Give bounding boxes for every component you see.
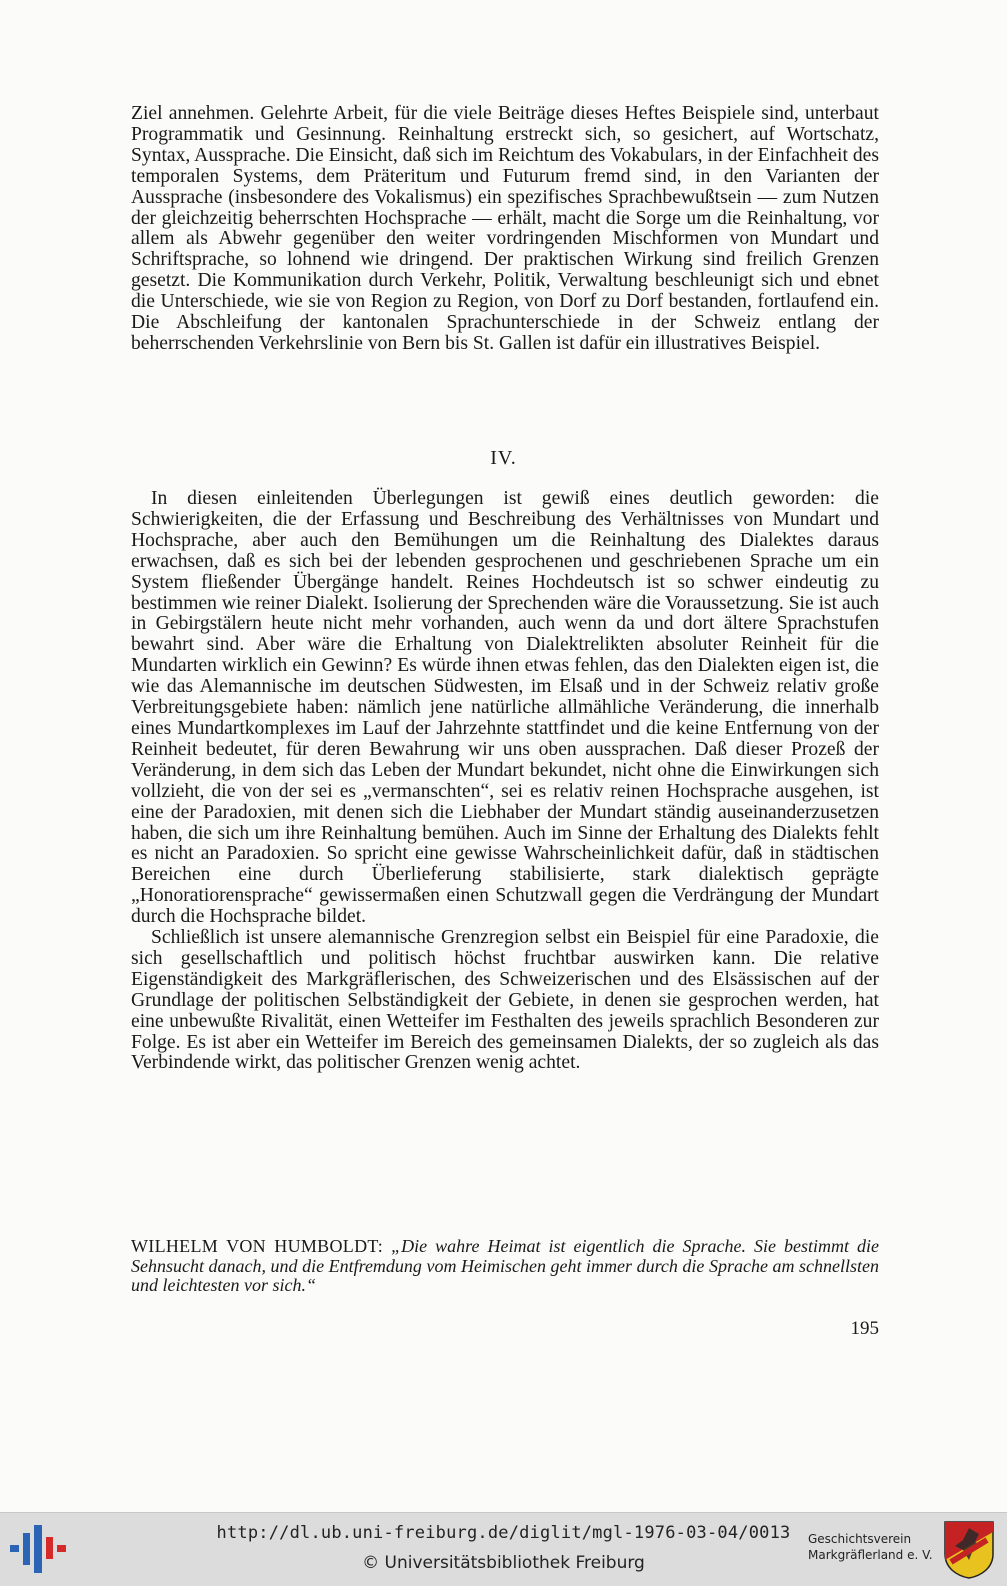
humboldt-quote — [131, 1237, 879, 1296]
body-text-main — [131, 489, 879, 1074]
coat-of-arms-icon — [943, 1520, 995, 1580]
body-text-top — [131, 104, 879, 355]
section-heading: IV. — [490, 447, 517, 469]
quote-author: WILHELM VON HUMBOLDT: — [131, 1236, 384, 1256]
footer-copyright: © Universitätsbibliothek Freiburg — [362, 1553, 645, 1573]
publisher-line-1: Geschichtsverein — [808, 1532, 912, 1546]
page-number: 195 — [850, 1318, 879, 1339]
paragraph-top: Ziel annehmen. Gelehrte Arbeit, für die viele Beiträge dieses Heftes Beispiele sind, unterbaut Programmatik und Gesinnung. Reinhaltung erstreckt sich, so gesichert, auf Wortschatz, Syntax, Aussprache. Die Einsicht, daß sich im Reichtum des Vokabulars, in der Einfachheit des temporalen Systems, dem Präteritum und Futurum fremd sind, in den Varianten der Aussprache (insbesondere des Vokalismus) ein spezifisches Sprachbewußtsein — zum Nutzen der gleichzeitig beherrschten Hochsprache — erhält, macht die Sorge um die Reinhaltung, vor allem als Abwehr gegenüber den weiter vordringenden Mischformen von Mundart und Schriftsprache, so lohnend wie dringend. Der praktischen Wirkung sind freilich Grenzen gesetzt. Die Kommunikation durch Verkehr, Politik, Verwaltung beschleunigt sich und ebnet die Unterschiede, wie sie von Region zu Region, von Dorf zu Dorf bestanden, fortlaufend ein. Die Abschleifung der kantonalen Sprachunterschiede in der Schweiz entlang der beherrschenden Verkehrslinie von Bern bis St. Gallen ist dafür ein illustratives Beispiel. — [131, 103, 879, 354]
quote-text: „Die wahre Heimat ist eigentlich die Sprache. Sie bestimmt die Sehnsucht danach, und die Entfremdung vom Heimischen geht immer durch die Sprache am schnellsten und leichtesten vor sich.“ — [131, 1236, 880, 1295]
footer-url-link[interactable]: http://dl.ub.uni-freiburg.de/diglit/mgl-1976-03-04/0013 — [216, 1523, 791, 1543]
publisher-name — [808, 1531, 938, 1563]
paragraph-2: Schließlich ist unsere alemannische Grenzregion selbst ein Beispiel für eine Paradoxie, die sich gesellschaftlich und politisch höchst fruchtbar auswirken kann. Die relative Eigenständigkeit des Markgräflerischen, des Schweizerischen und des Elsässischen auf der Grundlage der politischen Selbständigkeit der Gebiete, in denen sie gesprochen werden, hat eine unbewußte Rivalität, einen Wetteifer im Festhalten des jeweils sprachlich Besonderen zur Folge. Es ist aber ein Wetteifer im Bereich des gemeinsamen Dialekts, der so zugleich als das Verbindende wirkt, das politischer Grenzen wenig achtet. — [131, 927, 879, 1074]
publisher-line-2: Markgräflerland e. V. — [808, 1548, 933, 1562]
paragraph-1: In diesen einleitenden Überlegungen ist gewiß eines deutlich geworden: die Schwierigkeiten, die der Erfassung und Beschreibung des Verhältnisses von Mundart und Hochsprache, aber auch den Bemühungen um die Reinhaltung des Dialektes daraus erwachsen, daß es sich bei der lebenden gesprochenen und geschriebenen Sprache um ein System fließender Übergänge handelt. Reines Hochdeutsch ist so schwer eindeutig zu bestimmen wie reiner Dialekt. Isolierung der Sprechenden wäre die Voraussetzung. Sie ist auch in Gebirgstälern heute nicht mehr vorhanden, auch wenn da und dort ältere Sprachstufen bewahrt sind. Aber wäre die Erhaltung von Dialektrelikten absoluter Reinheit für die Mundarten wirklich ein Gewinn? Es würde ihnen etwas fehlen, das den Dialekten eigen ist, die wie das Alemannische im deutschen Südwesten, im Elsaß und in der Schweiz relativ große Verbreitungsgebiete haben: nämlich jene natürliche allmähliche Veränderung, die innerhalb eines Mundartkomplexes im Lauf der Jahrzehnte stattfindet und die keine Entfernung von der Reinheit bedeutet, für deren Bewahrung wir uns oben aussprachen. Daß dieser Prozeß der Veränderung, in dem sich das Leben der Mundart bekundet, nicht ohne die Einwirkungen sich vollzieht, die von der sei es „vermanschten“, sei es relativ reinen Hochsprache ausgehen, ist eine der Paradoxien, mit denen sich die Liebhaber der Mundart ständig auseinanderzusetzen haben, die sich um ihre Reinhaltung bemühen. Auch im Sinne der Erhaltung des Dialekts fehlt es nicht an Paradoxien. So spricht eine gewisse Wahrscheinlichkeit dafür, daß in städtischen Bereichen eine durch Überlieferung stabilisierte, stark dialektisch geprägte „Honoratiorensprache“ gewissermaßen einen Schutzwall gegen die Verdrängung der Mundart durch die Hochsprache bildet. — [131, 488, 879, 928]
footer-bar — [0, 1512, 1007, 1586]
